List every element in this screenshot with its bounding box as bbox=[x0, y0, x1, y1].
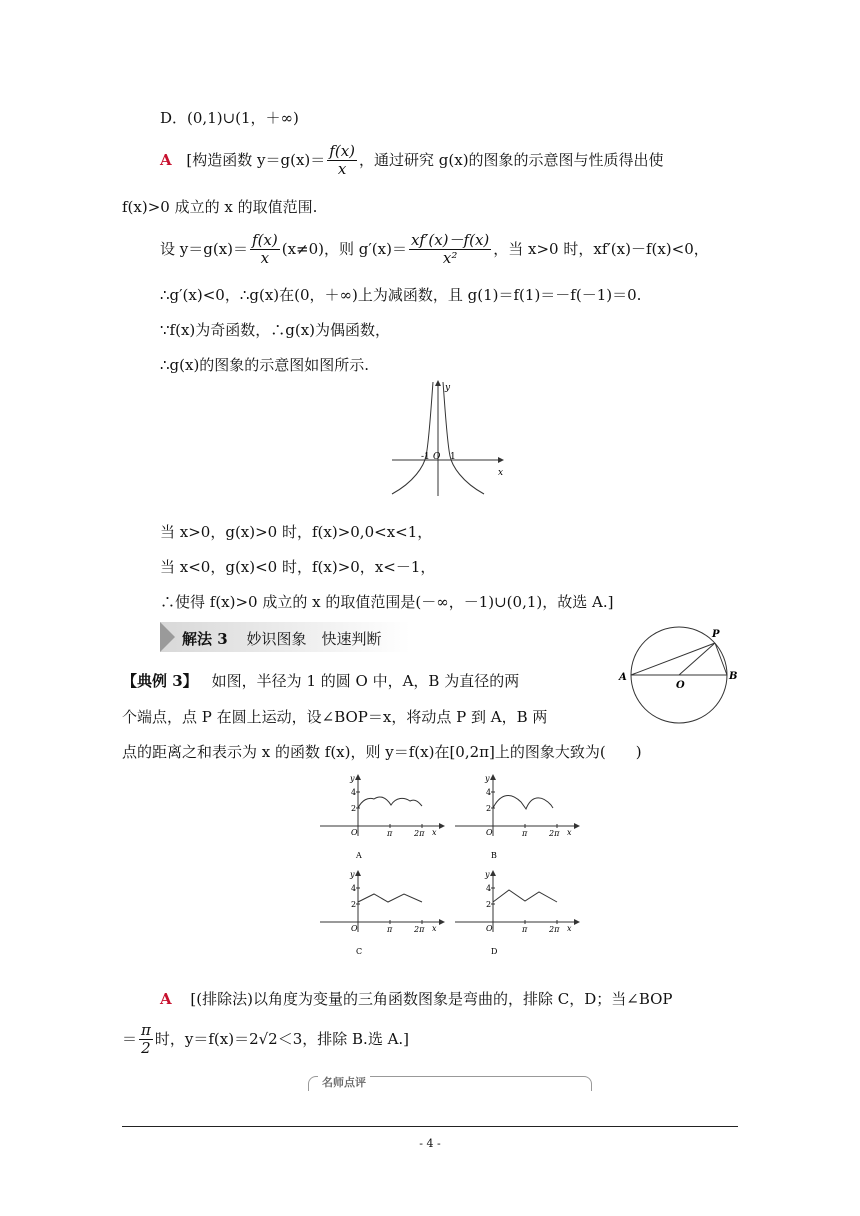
x-axis-label: x bbox=[498, 468, 504, 478]
tick-4-label: 4 bbox=[486, 884, 492, 893]
option-graph-a bbox=[318, 772, 448, 864]
y-axis-label: y bbox=[350, 870, 355, 879]
x-axis-label: x bbox=[432, 924, 437, 933]
origin-label: O bbox=[486, 924, 493, 933]
page-number: - 4 - bbox=[419, 1137, 441, 1150]
function-curve bbox=[493, 795, 553, 809]
footer-rule bbox=[122, 1126, 738, 1127]
function-curve bbox=[358, 797, 422, 808]
example-line-3: 点的距离之和表示为 x 的函数 f(x)，则 y＝f(x)在[0,2π]上的图象大致为( ) bbox=[122, 743, 642, 761]
solution-1-line-4: ∴g′(x)<0，∴g(x)在(0，＋∞)上为减函数，且 g(1)＝f(1)＝－f(－1)＝0. bbox=[160, 286, 642, 304]
tick-2-label: 2 bbox=[351, 900, 357, 909]
fraction: $\frac{f(x)}{x}$ bbox=[329, 142, 356, 179]
example-tag: 【典例 3】 bbox=[122, 672, 198, 690]
banner-title: 名师点评 bbox=[318, 1074, 370, 1090]
origin-label: O bbox=[433, 452, 441, 462]
tick-4-label: 4 bbox=[351, 884, 357, 893]
option-label: A bbox=[356, 851, 362, 860]
tick-2pi-label: 2π bbox=[414, 829, 425, 838]
x-axis-label: x bbox=[432, 828, 437, 837]
y-axis-arrow bbox=[355, 774, 361, 780]
y-axis-label: y bbox=[485, 870, 490, 879]
tick-2-label: 2 bbox=[351, 804, 357, 813]
gx-sketch-graph bbox=[386, 378, 506, 500]
fraction: $\frac{xf'(x)-f(x)}{\text{x²}}$ bbox=[410, 231, 490, 268]
method-title: 妙识图象 快速判断 bbox=[246, 630, 382, 648]
y-axis-label: y bbox=[350, 774, 355, 783]
option-label: C bbox=[356, 947, 363, 956]
method-arrow-icon bbox=[160, 622, 175, 652]
x-axis-arrow bbox=[574, 823, 580, 829]
option-graph-d bbox=[453, 868, 583, 960]
method-label: 解法 3 bbox=[182, 630, 228, 648]
solution-1-line-9: ∴使得 f(x)>0 成立的 x 的取值范围是(－∞，－1)∪(0,1)，故选 A.] bbox=[160, 593, 614, 611]
tick-2pi-label: 2π bbox=[549, 829, 560, 838]
y-axis-label: y bbox=[485, 774, 490, 783]
solution-1-line-6: ∴g(x)的图象的示意图如图所示. bbox=[160, 356, 370, 374]
tick-pi-label: π bbox=[522, 925, 528, 934]
example-line-2: 个端点，点 P 在圆上运动，设∠BOP＝x，将动点 P 到 A，B 两 bbox=[122, 708, 548, 726]
answer-label: A bbox=[160, 150, 172, 169]
fraction: $\frac{\pi}{2}$ bbox=[141, 1021, 151, 1058]
solution-1-line-1: A [构造函数 y＝g(x)＝ $\frac{f(x)}{x}$ ，通过研究 g(x)的图象的示意图与性质得出使 bbox=[160, 142, 664, 179]
y-axis-arrow bbox=[490, 870, 496, 876]
x-axis-label: x bbox=[567, 828, 572, 837]
y-axis-label: y bbox=[445, 383, 451, 393]
tick-2pi-label: 2π bbox=[414, 925, 425, 934]
option-d-text: D．(0,1)∪(1，＋∞) bbox=[160, 109, 299, 127]
tick-pi-label: π bbox=[387, 829, 393, 838]
tick-2-label: 2 bbox=[486, 900, 492, 909]
y-axis-arrow bbox=[490, 774, 496, 780]
tick-4-label: 4 bbox=[351, 788, 357, 797]
option-label: D bbox=[491, 947, 498, 956]
function-curve bbox=[358, 894, 422, 902]
method-header bbox=[182, 628, 381, 649]
tick-4-label: 4 bbox=[486, 788, 492, 797]
fraction: $\frac{f(x)}{x}$ bbox=[252, 231, 278, 268]
option-graph-b bbox=[453, 772, 583, 864]
tick-pi-label: π bbox=[522, 829, 528, 838]
point-p-label: P bbox=[712, 629, 720, 640]
point-b-label: B bbox=[729, 671, 738, 682]
origin-label: O bbox=[351, 924, 358, 933]
y-axis-arrow bbox=[355, 870, 361, 876]
example-line-1: 【典例 3】 如图，半径为 1 的圆 O 中，A，B 为直径的两 bbox=[122, 672, 520, 690]
solution-1-line-5: ∵f(x)为奇函数，∴g(x)为偶函数， bbox=[160, 321, 391, 339]
answer-label: A bbox=[160, 990, 172, 1008]
solution-1-line-3: 设 y＝g(x)＝ $\frac{f(x)}{x}$ (x≠0)，则 g′(x)＝ $\frac{xf'(x)-f(x)}{\text{x²}}$ ，当 x>0 时，xf′(x)－f(x)<0， bbox=[160, 231, 709, 268]
x-axis-arrow bbox=[574, 919, 580, 925]
option-graph-c bbox=[318, 868, 448, 960]
x-axis-arrow bbox=[439, 919, 445, 925]
function-curve bbox=[493, 890, 557, 902]
solution-1-line-7: 当 x>0，g(x)>0 时，f(x)>0,0<x<1， bbox=[160, 523, 433, 541]
x-axis-label: x bbox=[567, 924, 572, 933]
origin-label: O bbox=[486, 828, 493, 837]
solution-2-line-2: ＝ $\frac{\pi}{2}$ 时，y＝f(x)＝2√2＜3，排除 B.选 A.] bbox=[122, 1021, 410, 1058]
tick-pi-label: π bbox=[387, 925, 393, 934]
x-axis-arrow bbox=[439, 823, 445, 829]
tick-1: 1 bbox=[450, 452, 456, 462]
tick-neg1: -1 bbox=[421, 452, 430, 462]
circle-figure bbox=[616, 624, 744, 724]
point-a-label: A bbox=[619, 672, 627, 683]
solution-2-line-1: A [(排除法)以角度为变量的三角函数图象是弯曲的，排除 C，D；当∠BOP bbox=[160, 990, 673, 1008]
solution-1-line-8: 当 x<0，g(x)<0 时，f(x)>0，x<－1， bbox=[160, 558, 436, 576]
point-o-label: O bbox=[676, 680, 685, 691]
tick-2pi-label: 2π bbox=[549, 925, 560, 934]
origin-label: O bbox=[351, 828, 358, 837]
solution-1-line-2: f(x)>0 成立的 x 的取值范围. bbox=[122, 198, 318, 216]
tick-2-label: 2 bbox=[486, 804, 492, 813]
option-label: B bbox=[491, 851, 497, 860]
